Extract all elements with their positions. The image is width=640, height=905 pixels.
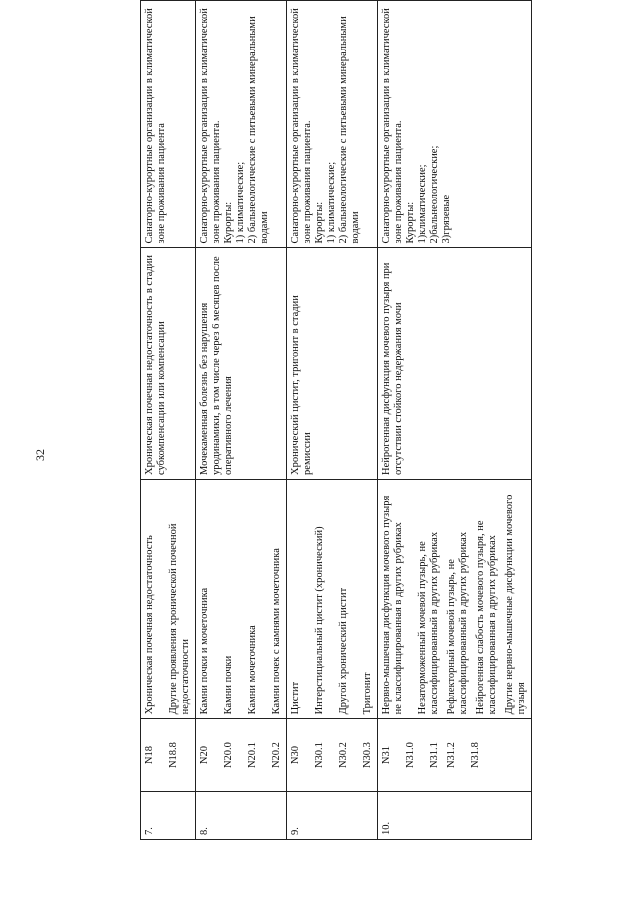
- disease-name-cell: [196, 479, 287, 718]
- rotated-table-wrapper: [140, 0, 527, 840]
- icd-code: N31.0: [405, 742, 416, 769]
- organization-line: 2)бальнеологические;: [429, 145, 440, 244]
- disease-name: Камни почек с камнями мочеточника: [271, 548, 282, 715]
- disease-name: Камни почки и мочеточника: [199, 587, 210, 715]
- disease-name: Другие нервно-мышечные дисфункции мочевого пузыря: [504, 494, 527, 715]
- icd-code: N20: [199, 746, 210, 765]
- disease-name-cell: [141, 479, 196, 718]
- table-row: [196, 1, 287, 840]
- disease-name: Другие проявления хронической почечной недостаточности: [168, 523, 191, 715]
- icd-code: N30.2: [338, 742, 349, 769]
- disease-name: Другой хронический цистит: [338, 587, 349, 715]
- organization-line: Санаторно-курортные организации в климатической зоне проживания пациента.: [381, 8, 404, 244]
- organization-line: 1) климатические;: [235, 161, 246, 244]
- table-row: [287, 1, 378, 840]
- organization-line: 1) климатические;: [326, 161, 337, 244]
- organization-line: Санаторно-курортные организации в климатической зоне проживания пациента: [144, 8, 167, 244]
- icd-code: N31.8: [470, 742, 481, 769]
- icd-code: N20.2: [271, 742, 282, 769]
- row-number: 7.: [141, 791, 196, 839]
- page-number: 32: [33, 449, 47, 461]
- condition-cell: Хроническая почечная недостаточность в стадии субкомпенсации или компенсации: [141, 248, 196, 480]
- row-number: 10.: [378, 791, 532, 839]
- organization-line: Курорты:: [405, 201, 416, 244]
- icd-code: N18: [144, 746, 155, 765]
- row-number: 8.: [196, 791, 287, 839]
- disease-name: Камни мочеточника: [247, 625, 258, 715]
- icd-code: N31: [381, 746, 392, 765]
- disease-name: Нервно-мышечная дисфункция мочевого пузыря не классифицированная в других рубриках: [381, 495, 404, 715]
- code-cell: [196, 719, 287, 791]
- icd-code: N18.8: [168, 742, 179, 769]
- row-number: 9.: [287, 791, 378, 839]
- icd-code: N20.1: [247, 742, 258, 769]
- organization-line: Курорты:: [223, 201, 234, 244]
- organization-cell: [287, 1, 378, 248]
- icd-code: N30: [290, 746, 301, 765]
- disease-name: Незаторможенный мочевой пузырь, не классифицированный в других рубриках: [417, 531, 440, 715]
- disease-name: Тригонит: [362, 672, 373, 715]
- disease-name: Хроническая почечная недостаточность: [144, 535, 155, 715]
- resort-indications-table: [140, 0, 532, 840]
- disease-name: Нейрогенная слабость мочевого пузыря, не классифицированная в других рубриках: [475, 520, 498, 715]
- organization-line: Санаторно-курортные организации в климатической зоне проживания пациента.: [199, 8, 222, 244]
- icd-code: N30.3: [362, 742, 373, 769]
- organization-line: 3)грязевые: [441, 194, 452, 244]
- icd-code: N31.1: [429, 742, 440, 769]
- organization-line: Курорты:: [314, 201, 325, 244]
- organization-cell: [141, 1, 196, 248]
- organization-cell: [378, 1, 532, 248]
- organization-line: 2) бальнеологические с питьевыми минеральными водами: [338, 16, 361, 244]
- icd-code: N30.1: [314, 742, 325, 769]
- code-cell: [141, 719, 196, 791]
- organization-line: Санаторно-курортные организации в климатической зоне проживания пациента.: [290, 8, 313, 244]
- icd-code: N20.0: [223, 742, 234, 769]
- disease-name: Камни почки: [223, 655, 234, 715]
- condition-cell: Хронический цистит, тригонит в стадии ремиссии: [287, 248, 378, 480]
- organization-cell: [196, 1, 287, 248]
- disease-name: Цистит: [290, 681, 301, 715]
- organization-line: 2) бальнеологические с питьевыми минеральными водами: [247, 16, 270, 244]
- condition-cell: Мочекаменная болезнь без нарушения уродинамики, в том числе через 6 месяцев после оперативного лечения: [196, 248, 287, 480]
- code-cell: [287, 719, 378, 791]
- code-cell: [378, 719, 532, 791]
- condition-cell: Нейрогенная дисфункция мочевого пузыря при отсутствии стойкого недержания мочи: [378, 248, 532, 480]
- disease-name-cell: [378, 479, 532, 718]
- disease-name-cell: [287, 479, 378, 718]
- table-row: [141, 1, 196, 840]
- disease-name: Интерстициальный цистит (хронический): [314, 526, 325, 715]
- table-row: [378, 1, 532, 840]
- organization-line: 1)климатические;: [417, 164, 428, 244]
- disease-name: Рефлекторный мочевой пузырь, не классифицированный в других рубриках: [446, 531, 469, 715]
- icd-code: N31.2: [446, 742, 457, 769]
